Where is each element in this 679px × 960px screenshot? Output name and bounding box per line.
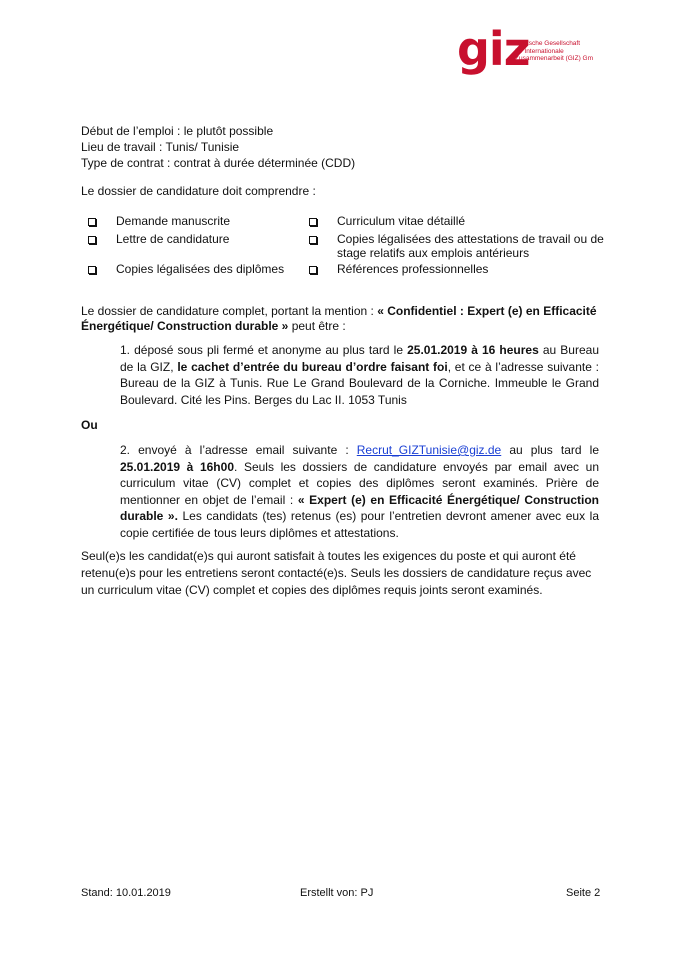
option-1-text: 1. déposé sous pli fermé et anonyme au plus tard le: [120, 343, 408, 357]
option-1-deadline: 25.01.2019 à 16 heures: [407, 343, 539, 357]
email-link[interactable]: Recrut_GIZTunisie@giz.de: [356, 443, 502, 457]
footer-erstellt: Erstellt von: PJ: [300, 887, 374, 899]
checkbox-bullet-icon: [88, 266, 96, 274]
mention-paragraph: [81, 304, 601, 334]
checklist-item: Curriculum vitae détaillé: [337, 214, 466, 228]
option-1-paragraph: [120, 342, 599, 408]
giz-logo-text: [515, 40, 593, 63]
logo-text-line: für Internationale: [515, 47, 564, 55]
option-1-text: au Bureau de la GIZ,: [120, 343, 599, 374]
location-line: Lieu de travail : Tunis/ Tunisie: [81, 140, 240, 154]
checklist-item: Demande manuscrite: [116, 214, 231, 228]
checkbox-bullet-icon: [309, 236, 317, 244]
checklist-item: Lettre de candidature: [116, 232, 230, 246]
mention-title: « Confidentiel : Expert (e) en Efficacité: [377, 304, 597, 318]
giz-logo-mark: giz: [457, 22, 530, 76]
checklist-item: Copies légalisées des attestations de travail ou de: [337, 232, 604, 246]
mention-title-cont: Énergétique/ Construction durable »: [81, 319, 289, 333]
option-2-text: . Seuls les dossiers de candidature envoyés par email avec un curriculum vitae (CV) complet et copies des diplômes seront examinés. Prière de mentionner en objet de l’email :: [120, 459, 599, 507]
mention-prefix: Le dossier de candidature complet, portant la mention :: [81, 304, 378, 318]
checkbox-bullet-icon: [88, 218, 96, 226]
checkbox-bullet-icon: [309, 218, 317, 226]
option-2-deadline: 25.01.2019 à 16h00: [120, 459, 234, 474]
footer-stand: Stand: 10.01.2019: [81, 887, 171, 899]
option-2-text: au plus tard le: [501, 443, 599, 457]
option-2-text: Les candidats (tes) retenus (es) pour l’entretien devront amener avec eux la copie certifiée de tous leurs diplômes et attestations.: [120, 509, 599, 540]
ou-separator: Ou: [81, 418, 98, 432]
option-2-text: 2. envoyé à l’adresse email suivante :: [120, 443, 357, 457]
checklist-item: Références professionnelles: [337, 262, 489, 276]
closing-paragraph: Seul(e)s les candidat(e)s qui auront satisfait à toutes les exigences du poste et qui auront été retenu(e)s pour les entretiens seront contacté(e)s. Seuls les dossiers de candidature reçus avec un curriculum vitae (CV) complet et copies des diplômes requis joints seront examinés.: [81, 549, 592, 597]
logo-text-line: Zusammenarbeit (GIZ) Gm: [515, 55, 594, 62]
start-date-line: Début de l’emploi : le plutôt possible: [81, 124, 274, 138]
option-1-address: , et ce à l’adresse suivante : Bureau de la GIZ à Tunis. Rue Le Grand Boulevard de la Corniche. Immeuble le Grand Boulevard. Cité les Pins. Berges du Lac II. 1053 Tunis: [120, 359, 599, 407]
checklist-item-continuation: stage relatifs aux emplois antérieurs: [337, 246, 530, 260]
logo-text-line: Deutsche Gesellschaft: [515, 40, 581, 47]
checkbox-bullet-icon: [88, 236, 96, 244]
footer-page-number: Seite 2: [566, 887, 601, 899]
mention-suffix: peut être :: [288, 319, 346, 333]
option-1-stamp-note: le cachet d’entrée du bureau d’ordre faisant foi: [177, 359, 448, 374]
checklist-item: Copies légalisées des diplômes: [116, 262, 285, 276]
checkbox-bullet-icon: [309, 266, 317, 274]
dossier-intro: Le dossier de candidature doit comprendre :: [81, 184, 316, 198]
option-2-paragraph: [120, 442, 599, 541]
option-2-subject: « Expert (e) en Efficacité Énergétique/ Construction durable ».: [120, 492, 600, 523]
contract-line: Type de contrat : contrat à durée déterminée (CDD): [81, 156, 356, 170]
